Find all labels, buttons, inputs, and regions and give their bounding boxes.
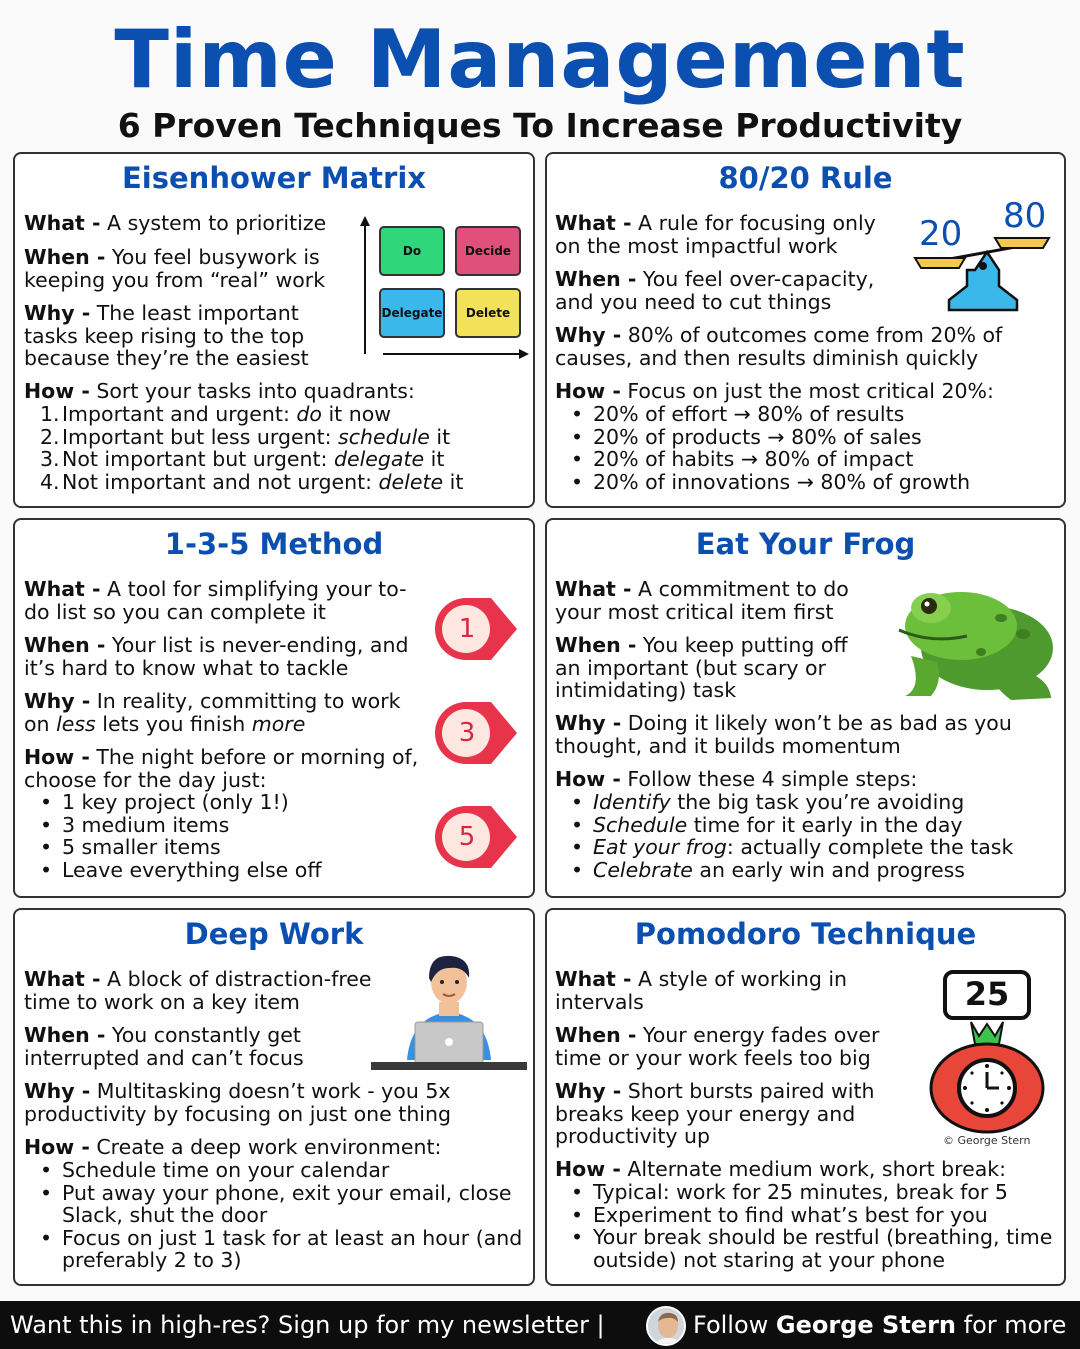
list-item: • 1 key project (only 1!) <box>24 791 424 814</box>
scale-label-20: 20 <box>919 214 963 254</box>
when-label: When - <box>24 245 106 269</box>
card-deep-work <box>13 908 535 1286</box>
page-subtitle: 6 Proven Techniques To Increase Productivity <box>117 106 963 145</box>
frog-when: When - You keep putting off an important (but scary or intimidating) task <box>555 633 848 702</box>
method135-when: When - Your list is never-ending, and it’s hard to know what to tackle <box>24 633 409 680</box>
card-title-135: 1-3-5 Method <box>164 527 384 561</box>
eisenhower-when: When - You feel busywork is keeping you from “real” work <box>24 245 326 292</box>
list-item: • Identify the big task you’re avoiding <box>555 791 1065 814</box>
list-item: • Leave everything else off <box>24 859 424 882</box>
frog-steps <box>555 791 1065 881</box>
list-item: • Schedule time for it early in the day <box>555 814 1065 837</box>
card-pomodoro <box>545 908 1066 1286</box>
deepwork-why: Why - Multitasking doesn’t work - you 5x productivity by focusing on just one thing <box>24 1079 452 1126</box>
rule8020-what: What - A rule for focusing only on the most impactful work <box>555 211 876 258</box>
badge-label-5: 5 <box>458 822 476 852</box>
card-title-eisenhower: Eisenhower Matrix <box>122 161 426 195</box>
method135-how: How - The night before or morning of, choose for the day just: <box>24 745 419 792</box>
scale-label-80: 80 <box>1003 196 1047 236</box>
list-item: • 20% of innovations → 80% of growth <box>555 471 1060 494</box>
frog-what: What - A commitment to do your most critical item first <box>555 577 849 624</box>
rule8020-how: How - Focus on just the most critical 20%: <box>555 379 994 403</box>
eisenhower-steps <box>24 403 534 493</box>
method135-why: Why - In reality, committing to work on less lets you finish more <box>24 689 401 736</box>
quadrant-delete: Delete <box>455 288 521 338</box>
list-item: • Celebrate an early win and progress <box>555 859 1065 882</box>
badge-label-1: 1 <box>458 614 476 644</box>
list-item: • Eat your frog: actually complete the task <box>555 836 1065 859</box>
list-item: • 20% of habits → 80% of impact <box>555 448 1060 471</box>
frog-why: Why - Doing it likely won’t be as bad as you thought, and it builds momentum <box>555 711 1012 758</box>
quadrant-decide: Decide <box>455 226 521 276</box>
deepwork-items <box>24 1159 524 1272</box>
card-title-frog: Eat Your Frog <box>695 527 916 561</box>
frog-icon <box>891 578 1059 708</box>
list-item: 2. Important but less urgent: schedule it <box>40 424 451 449</box>
badge-label-3: 3 <box>458 718 476 748</box>
what-label: What - <box>24 211 101 235</box>
avatar <box>646 1306 686 1346</box>
why-label: Why - <box>24 301 91 325</box>
list-item: • 3 medium items <box>24 814 424 837</box>
pomodoro-why: Why - Short bursts paired with breaks keep your energy and productivity up <box>555 1079 875 1148</box>
deepwork-when: When - You constantly get interrupted and can’t focus <box>24 1023 304 1070</box>
pomodoro-how: How - Alternate medium work, short break: <box>555 1157 1007 1181</box>
quadrant-do: Do <box>379 226 445 276</box>
rule8020-items <box>555 403 1060 493</box>
card-title-pomodoro: Pomodoro Technique <box>634 917 977 951</box>
author-photo-icon <box>648 1308 686 1346</box>
list-item: • Put away your phone, exit your email, close Slack, shut the door <box>24 1182 524 1227</box>
footer-bar <box>0 1301 1080 1349</box>
card-eisenhower <box>13 152 535 508</box>
list-item: • 5 smaller items <box>24 836 424 859</box>
eisenhower-how: How - Sort your tasks into quadrants: <box>24 379 415 403</box>
list-item: 1. Important and urgent: do it now <box>40 402 392 426</box>
method135-what: What - A tool for simplifying your to-do list so you can complete it <box>24 577 407 624</box>
card-135-method <box>13 518 535 898</box>
deepwork-what: What - A block of distraction-free time to work on a key item <box>24 967 372 1014</box>
quadrant-delegate: Delegate <box>379 288 445 338</box>
pomodoro-when: When - Your energy fades over time or your work feels too big <box>555 1023 880 1070</box>
method135-items <box>24 791 424 881</box>
list-item: 3. Not important but urgent: delegate it <box>40 447 445 471</box>
eisenhower-why: Why - The least important tasks keep rising to the top because they’re the easiest <box>24 301 309 370</box>
list-item: • 20% of products → 80% of sales <box>555 426 1060 449</box>
card-8020-rule <box>545 152 1066 508</box>
page-title: Time Management <box>114 13 966 106</box>
frog-how: How - Follow these 4 simple steps: <box>555 767 918 791</box>
rule8020-why: Why - 80% of outcomes come from 20% of causes, and then results diminish quickly <box>555 323 1003 370</box>
how-label: How - <box>24 379 90 403</box>
list-item: • Typical: work for 25 minutes, break for 5 <box>555 1181 1060 1204</box>
person-at-laptop-icon <box>371 948 527 1072</box>
timer-readout: 25 <box>964 975 1010 1013</box>
card-title-deep-work: Deep Work <box>184 917 364 951</box>
eisenhower-what: What - A system to prioritize <box>24 211 327 235</box>
list-item: • Experiment to find what’s best for you <box>555 1204 1060 1227</box>
list-item: • Your break should be restful (breathing, time outside) not staring at your phone <box>555 1226 1060 1271</box>
follow-link[interactable]: Follow George Stern for more <box>693 1311 1067 1339</box>
list-item: • 20% of effort → 80% of results <box>555 403 1060 426</box>
deepwork-how: How - Create a deep work environment: <box>24 1135 442 1159</box>
newsletter-link[interactable]: Want this in high-res? Sign up for my newsletter | <box>10 1311 605 1339</box>
pomodoro-what: What - A style of working in intervals <box>555 967 848 1014</box>
rule8020-when: When - You feel over-capacity, and you need to cut things <box>555 267 875 314</box>
card-eat-your-frog <box>545 518 1066 898</box>
list-item: 4. Not important and not urgent: delete it <box>40 469 464 494</box>
list-item: • Schedule time on your calendar <box>24 1159 524 1182</box>
pomodoro-items <box>555 1181 1060 1271</box>
copyright-note: © George Stern <box>943 1134 1031 1147</box>
list-item: • Focus on just 1 task for at least an hour (and preferably 2 to 3) <box>24 1227 524 1272</box>
card-title-8020: 80/20 Rule <box>718 161 893 195</box>
